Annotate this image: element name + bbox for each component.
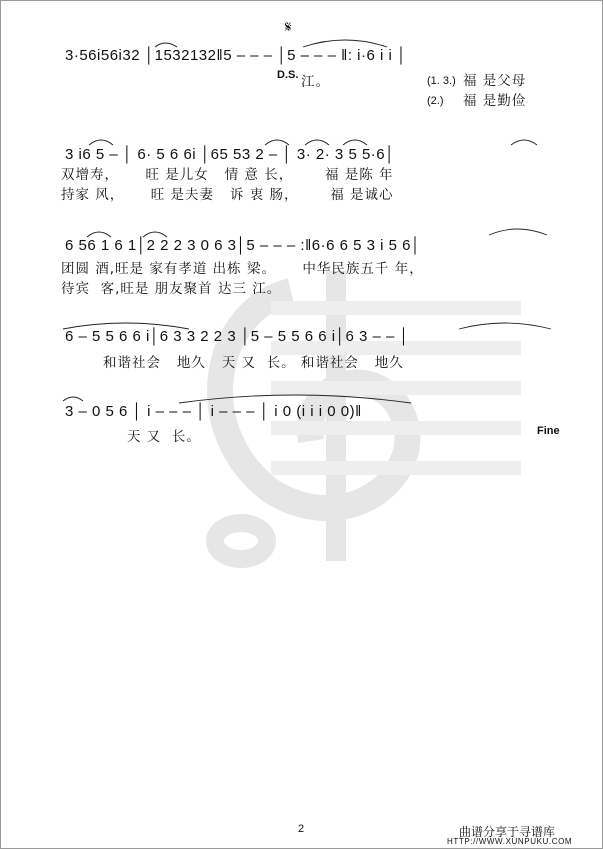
site-url-link[interactable]: HTTP://WWW.XUNPUKU.COM <box>447 837 573 846</box>
page-number: 2 <box>298 823 305 835</box>
slur-arc <box>153 39 179 49</box>
slur-arc <box>509 135 539 147</box>
row1-notes: 3·56i56i32 │1532132‖5 – – – │5 – – – ‖: i·6 i i │ <box>65 47 407 64</box>
row1-lyric-end: 江。 <box>301 74 330 90</box>
slur-arc <box>341 135 369 147</box>
verse1-text: 福 是父母 <box>463 73 527 89</box>
verse2-text: 福 是勤俭 <box>463 93 527 109</box>
row3-lyric-verse1: 团圆 酒,旺是 家有孝道 出栋 梁。 中华民族五千 年， <box>61 261 424 277</box>
row3-lyric-verse2: 待宾 客,旺是 朋友聚首 达三 江。 <box>61 281 282 297</box>
slur-arc <box>263 135 291 147</box>
row4-notes: 6 – 5 5 6 6 i│6 3 3 2 2 3 │5 – 5 5 6 6 i│6 3 – – │ <box>65 328 410 345</box>
tie-arc <box>61 317 191 331</box>
row3-notes: 6 56 1 6 1│2 2 2 3 0 6 3│5 – – – :‖6·6 6 5 3 i 5 6│ <box>65 237 421 254</box>
fine-marking: Fine <box>537 425 560 437</box>
tie-arc <box>301 35 391 49</box>
tie-arc <box>61 391 85 403</box>
treble-clef-watermark <box>151 271 531 571</box>
slur-arc <box>487 223 549 237</box>
row2-notes: 3 i6 5 – │ 6· 5 6 6i │65 53 2 – │ 3· 2· 3 5 5·6│ <box>65 146 396 163</box>
row2-lyric-verse2: 持家 风， 旺 是夫妻 诉 衷 肠， 福 是诚心 <box>61 187 394 203</box>
row5-lyric: 天 又 长。 <box>127 429 201 445</box>
verse2-label: (2.) <box>427 95 444 107</box>
row2-lyric-verse1: 双增寿， 旺 是儿女 情 意 长， 福 是陈 年 <box>61 167 394 183</box>
row5-notes: 3 – 0 5 6 │ i – – – │ i – – – │ i 0 (i i i 0 0)‖ <box>65 403 362 420</box>
tie-arc <box>177 387 413 405</box>
slur-arc <box>303 135 331 147</box>
site-brand: 曲谱分享于寻谱库 <box>459 825 556 839</box>
segno-icon: 𝄋 <box>285 19 292 36</box>
slur-arc <box>85 227 113 239</box>
slur-arc <box>87 135 115 147</box>
row4-lyric: 和谐社会 地久 天 又 长。 和谐社会 地久 <box>103 355 404 371</box>
slur-arc <box>141 227 169 239</box>
tie-arc <box>457 317 553 331</box>
ds-label: D.S. <box>277 69 299 81</box>
verse1-label: (1. 3.) <box>427 75 456 87</box>
